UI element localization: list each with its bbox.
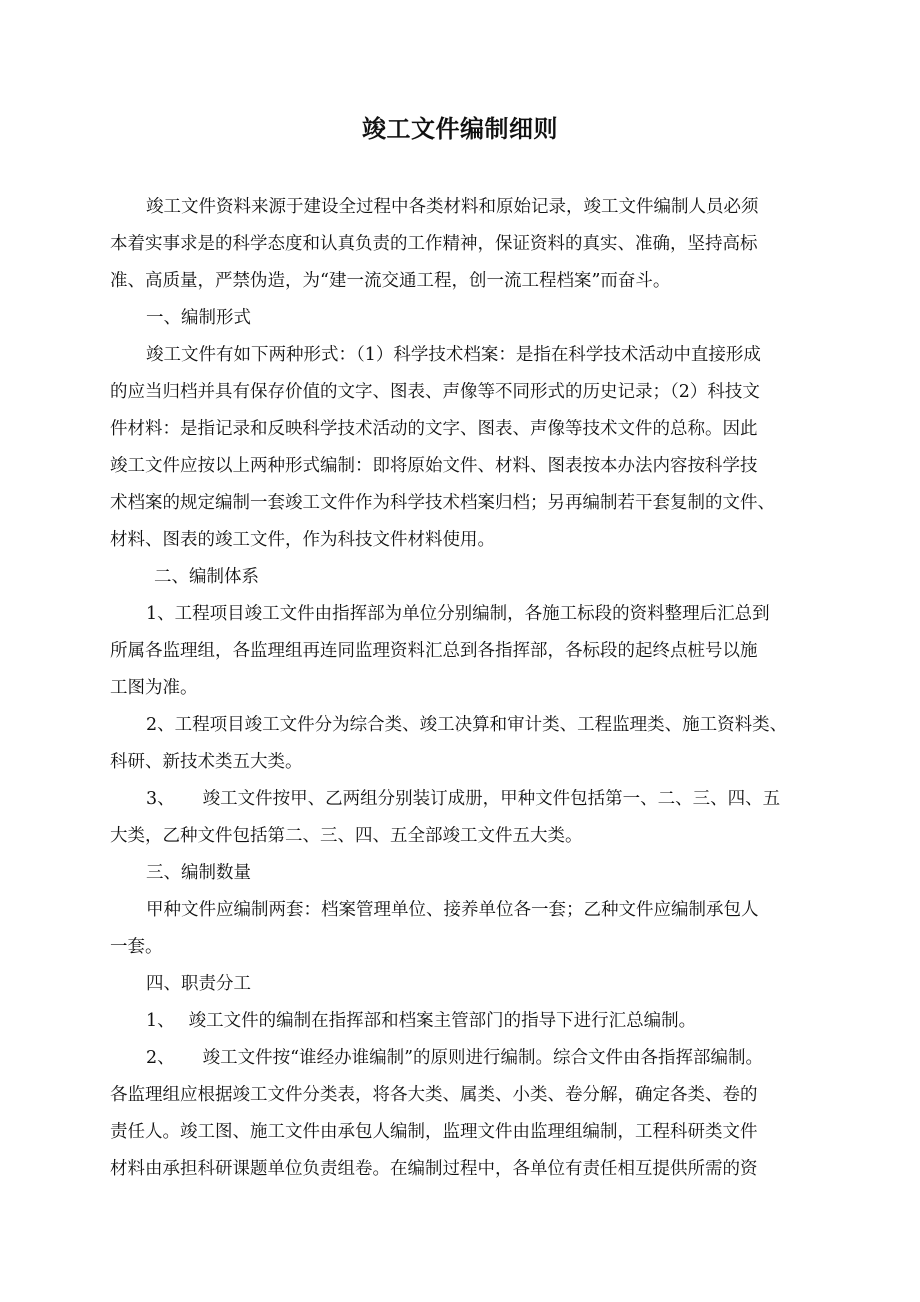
paragraph-line: 1、工程项目竣工文件由指挥部为单位分别编制，各施工标段的资料整理后汇总到 (146, 604, 770, 624)
paragraph-line: 所属各监理组，各监理组再连同监理资料汇总到各指挥部，各标段的起终点桩号以施 (110, 641, 758, 661)
paragraph-line: 一套。 (110, 937, 163, 957)
paragraph-line (146, 784, 780, 814)
paragraph-line: 科研、新技术类五大类。 (110, 752, 303, 772)
list-text: 竣工文件按“谁经办谁编制”的原则进行编制。综合文件由各指挥部编制。 (202, 1048, 764, 1068)
list-text: 竣工文件的编制在指挥部和档案主管部门的指导下进行汇总编制。 (188, 1011, 697, 1031)
paragraph-line (146, 1043, 763, 1073)
paragraph-line: 材料、图表的竣工文件，作为科技文件材料使用。 (110, 530, 495, 550)
paragraph-line: 竣工文件应按以上两种形式编制：即将原始文件、材料、图表按本办法内容按科学技 (110, 456, 758, 476)
paragraph-line: 术档案的规定编制一套竣工文件作为科学技术档案归档；另再编制若干套复制的文件、 (110, 493, 775, 513)
paragraph-line: 材料由承担科研课题单位负责组卷。在编制过程中，各单位有责任相互提供所需的资 (110, 1159, 758, 1179)
paragraph-line: 工图为准。 (110, 678, 198, 698)
document-title: 竣工文件编制细则 (362, 115, 558, 143)
paragraph-line: 的应当归档并具有保存价值的文字、图表、声像等不同形式的历史记录；（2）科技文 (110, 382, 760, 402)
list-text: 竣工文件按甲、乙两组分别装订成册，甲种文件包括第一、二、三、四、五 (202, 789, 781, 809)
list-number: 1、 (146, 1011, 175, 1031)
list-number: 2、 (146, 1048, 175, 1068)
paragraph-line: 竣工文件资料来源于建设全过程中各类材料和原始记录，竣工文件编制人员必须 (146, 197, 759, 217)
list-number: 3、 (146, 789, 175, 809)
paragraph-line: 竣工文件有如下两种形式：（1）科学技术档案：是指在科学技术活动中直接形成 (146, 345, 761, 365)
paragraph-line: 责任人。竣工图、施工文件由承包人编制，监理文件由监理组编制，工程科研类文件 (110, 1122, 758, 1142)
paragraph-line: 2、工程项目竣工文件分为综合类、竣工决算和审计类、工程监理类、施工资料类、 (146, 715, 788, 735)
paragraph-line: 准、高质量，严禁伪造，为“建一流交通工程，创一流工程档案”而奋斗。 (110, 271, 671, 291)
section-heading: 三、编制数量 (146, 863, 251, 883)
paragraph-line: 件材料：是指记录和反映科学技术活动的文字、图表、声像等技术文件的总称。因此 (110, 419, 758, 439)
section-heading: 二、编制体系 (154, 567, 259, 587)
section-heading: 一、编制形式 (146, 308, 251, 328)
paragraph-line: 甲种文件应编制两套：档案管理单位、接养单位各一套；乙种文件应编制承包人 (146, 900, 759, 920)
paragraph-line (146, 1006, 696, 1036)
paragraph-line: 各监理组应根据竣工文件分类表，将各大类、属类、小类、卷分解，确定各类、卷的 (110, 1085, 758, 1105)
paragraph-line: 本着实事求是的科学态度和认真负责的工作精神，保证资料的真实、准确，坚持高标 (110, 234, 758, 254)
paragraph-line: 大类，乙种文件包括第二、三、四、五全部竣工文件五大类。 (110, 826, 583, 846)
section-heading: 四、职责分工 (146, 974, 251, 994)
